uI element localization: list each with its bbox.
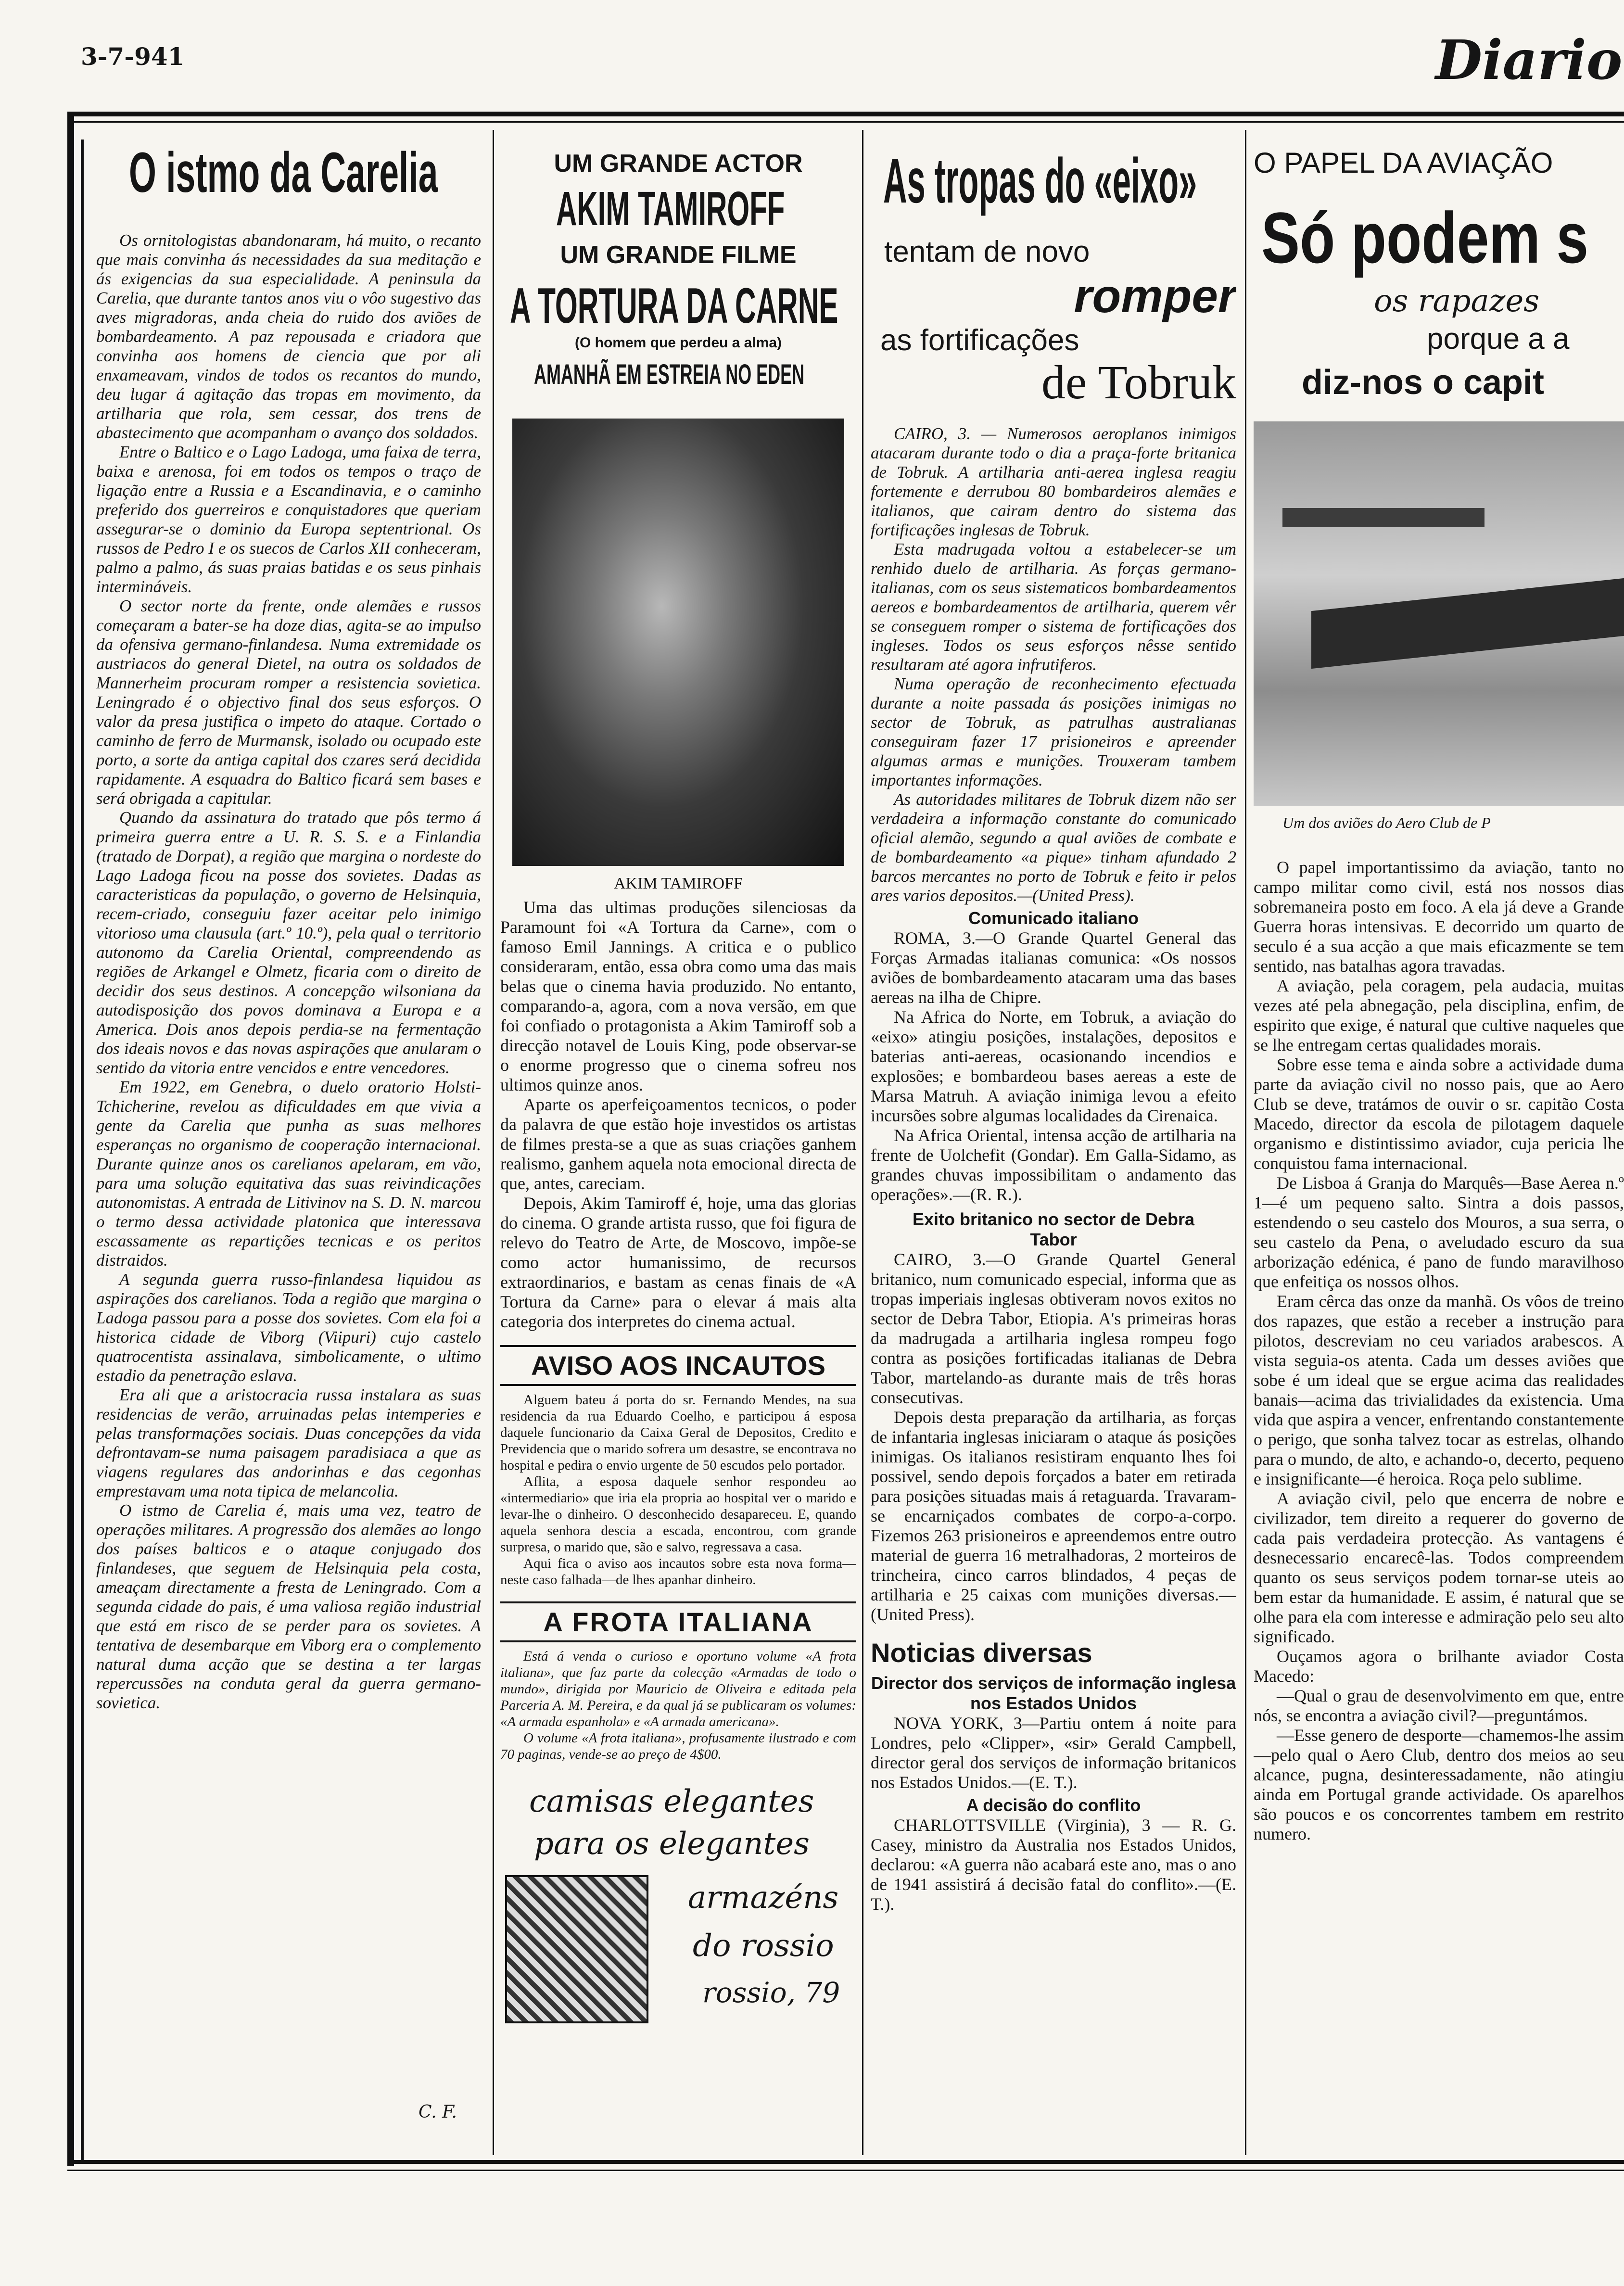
paragraph: Esta madrugada voltou a estabelecer-se um renhido duelo de artilharia. As forças germano-italianas, com os seus sistematicos bombardeamentos aereos e bombardeamentos de artilharia, querem vêr se conseguem romper o sistema de fortificações dos ingleses. Todos os seus esforços nêsse sentido resultaram até agora infrutiferos.	[871, 540, 1236, 674]
aviation-headline: Só podem s	[1261, 197, 1589, 278]
paragraph: Era ali que a aristocracia russa instalara as suas residencias de verão, arruinadas pelas intemperies e pelas transformações sociais. Duas concepções da vida defrontavam-se numa paisagem paradisiaca a que as viagens regulares das andorinhas e das cegonhas emprestavam uma nota tipica de melancolia.	[96, 1385, 481, 1500]
aviation-body	[1254, 858, 1624, 1844]
paragraph: —Esse genero de desporte—chamemos-lhe assim—pelo qual o Aero Club, dentro dos meios ao seu alcance, pugna, desinteressadamente, não atingiu ainda em Portugal grande actividade. Os aparelhos são poucos e os concorrentes tambem em restrito numero.	[1254, 1726, 1624, 1843]
film-title-wrap	[500, 269, 856, 332]
paragraph: Está á venda o curioso e oportuno volume «A frota italiana», que faz parte da colecção «Armadas de todo o mundo», dirigida por Mauricio de Oliveira e editada pela Parceria A. M. Pereira, e da qual já se publicaram os volumes: «A armada espanhola» e «A armada americana».	[500, 1649, 856, 1729]
paragraph: Alguem bateu á porta do sr. Fernando Mendes, na sua residencia da rua Eduardo Coelho, e participou á esposa daquele funcionario da Caixa Geral de Depositos, Credito e Previdencia que o marido sofrera um desastre, se encontrava no hospital e pedira o envio urgente de 50 escudos pelo portador.	[500, 1392, 856, 1473]
paragraph: Ouçamos agora o brilhante aviador Costa Macedo:	[1254, 1647, 1624, 1686]
paragraph: Quando da assinatura do tratado que pôs termo á primeira guerra entre a U. R. S. S. e a Finlandia (tratado de Dorpat), a região que margina o nordeste do Lago Ladoga ficou na posse dos sovietes. Dadas as caracteristicas da população, o governo de Helsinquia, recem-criado, conseguiu fazer aceitar pelo inimigo vitorioso uma clausula (art.º 10.º), pela qual o territorio autonomo da Carelia Oriental, compreendendo as regiões de Arkangel e Olmetz, ficaria com o direito de decidir dos seus destinos. A concepção wilsoniana da autodisposição dos povos dominava a Europa e a America. Dois anos depois perdia-se na fermentação dos ideais novos e das novas aspirações que anularam o sentido da vitoria entre vencidos e entre vencedores.	[96, 808, 481, 1077]
paragraph: De Lisboa á Granja do Marquês—Base Aerea n.º 1—é um pequeno salto. Sintra a dois passos, estendendo o seu castelo dos Mouros, a sua serra, o seu castelo da Pena, o aveludado escuro da sua arborização edénica, é pano de fundo maravilhoso que enfeitiça os nossos olhos.	[1254, 1173, 1624, 1291]
aviso-body	[500, 1392, 856, 1588]
aviation-kicker: O PAPEL DA AVIAÇÃO	[1254, 147, 1553, 179]
headline-text: O istmo da Carelia	[129, 141, 438, 204]
deck-line: romper	[1074, 269, 1236, 322]
subhead: Director dos serviços de informação inglesa nos Estados Unidos	[871, 1673, 1236, 1713]
subhead: Exito britanico no sector de Debra Tabor	[912, 1209, 1195, 1249]
paragraph: Entre o Baltico e o Lago Ladoga, uma faixa de terra, baixa e arenosa, foi em todos os tempos o traço de ligação entre a Russia e a Escandinavia, e o caminho preferido dos guerreiros e conquistadores que queriam assegurar-se o dominio da Europa septentrional. Os russos de Pedro I e os suecos de Carlos XII conheceram, palmo a palmo, ás suas praias batidas e os seus pinhais intermináveis.	[96, 443, 481, 596]
deck-line: tentam de novo	[884, 235, 1090, 268]
deck-line: as fortificações	[880, 324, 1079, 357]
paragraph: Aqui fica o aviso aos incautos sobre esta nova forma—neste caso falhada—de lhes apanhar dinheiro.	[500, 1556, 856, 1588]
left-frame-bar	[67, 112, 74, 2166]
paragraph: —Qual o grau de desenvolvimento em que, entre nós, se encontra a aviação civil?—preguntámos.	[1254, 1686, 1624, 1725]
paragraph: Eram cêrca das onze da manhã. Os vôos de treino dos rapazes, que estão a receber a instrução para pilotos, descreviam no ceu variados arabescos. A vista seguia-os atenta. Cada um desses aviões que sobe é um ideal que se ergue acima das realidades banais—acima das trivialidades da existencia. Uma vida que aspira a vencer, enfrentando constantemente o perigo, que sonha talvez tocar as estrelas, olhando para o mundo, de alto, e achando-o, decerto, pequeno e insignificante—é heroica. Roça pelo sublime.	[1254, 1292, 1624, 1488]
author-signature: C. F.	[419, 2102, 457, 2122]
left-frame-bar-inner	[81, 140, 84, 2160]
ad-line: camisas elegantes	[529, 1784, 814, 1819]
premiere-wrap	[500, 351, 856, 394]
premiere-line: AMANHÃ EM ESTREIA NO EDEN	[534, 359, 805, 390]
frota-heading	[500, 1601, 856, 1642]
photo-caption: AKIM TAMIROFF	[614, 875, 743, 892]
ad-line: rossio, 79	[702, 1976, 840, 2009]
ad-line: para os elegantes	[534, 1826, 810, 1862]
kicker-film: UM GRANDE FILME	[560, 241, 797, 269]
kicker-actor: UM GRANDE ACTOR	[554, 150, 803, 178]
paragraph: Depois, Akim Tamiroff é, hoje, uma das glorias do cinema. O grande artista russo, que foi figura de relevo do Teatro de Arte, de Moscovo, impõe-se como actor humanissimo, de recursos extraordinarios, e bastam as cenas finais de «A Tortura da Carne» para o elevar á mais alta categoria dos interpretes do cinema actual.	[500, 1194, 856, 1331]
tobruk-headline-wrap	[871, 140, 1236, 231]
actor-photo	[512, 419, 844, 866]
film-title: A TORTURA DA CARNE	[510, 278, 838, 334]
article-istmo-carelia	[96, 140, 481, 2155]
aviation-headline-wrap	[1254, 182, 1624, 279]
paragraph: Uma das ultimas produções silenciosas da Paramount foi «A Tortura da Carne», com o famoso Emil Jannings. A critica e o publico consideraram, então, essa obra como uma das mais belas que o cinema havia produzido. No entanto, comparando-a, agora, com a nova versão, em que foi confiado o protagonista a Akim Tamiroff sob a direcção notavel de Louis King, pode observar-se o enorme progresso que o cinema sofreu nos ultimos quinze anos.	[500, 898, 856, 1094]
paragraph: A aviação, pela coragem, pela audacia, muitas vezes até pela abnegação, pela disciplina, enfim, de espirito que exige, é natural que cultive naqueles que se lhe entregam certas qualidades morais.	[1254, 976, 1624, 1054]
frota-body	[500, 1648, 856, 1763]
aviso-heading	[500, 1345, 856, 1386]
paragraph: As autoridades militares de Tobruk dizem não ser verdadeira a informação constante do comunicado oficial alemão, segundo a qual aviões de combate e de bombardeamento «a pique» tinham afundado 2 barcos mercantes no porto de Tobruk e feito ir pelos ares varios depositos.—(United Press).	[871, 790, 1236, 905]
tobruk-body	[871, 424, 1236, 905]
cinema-column	[500, 140, 856, 2155]
paragraph: NOVA YORK, 3—Partiu ontem á noite para Londres, pelo «Clipper», «sir» Gerald Campbell, director geral dos serviços de informação britanicos nos Estados Unidos.—(E. T.).	[871, 1714, 1236, 1792]
paragraph: CAIRO, 3.—O Grande Quartel General britanico, num comunicado especial, informa que as tropas imperiais inglesas obtiveram novos exitos no sector de Debra Tabor, Etiopia. A's primeiras horas da madrugada a artilharia inglesa rompeu fogo contra as posições fortificadas italianas de Debra Tabor, martelando-as durante mais de três horas consecutivas.	[871, 1250, 1236, 1407]
paragraph: Na Africa do Norte, em Tobruk, a aviação do «eixo» atingiu posições, instalações, depositos e baterias anti-aereas, ocasionando incendios e explosões; e bombardeou bases aereas a este de Marsa Matruh. A aviação inimiga levou a efeito incursões sobre algumas localidades da Cirenaica.	[871, 1007, 1236, 1125]
aircraft-silhouette	[1311, 578, 1624, 669]
paragraph: Na Africa Oriental, intensa acção de artilharia na frente de Uolchefit (Gondar). Em Galla-Sidamo, as grandes chuvas impossibilitam o andamento das operações».—(R. R.).	[871, 1126, 1236, 1204]
paragraph: O papel importantissimo da aviação, tanto no campo militar como civil, está nos nossos dias sobremaneira posto em foco. A ela já deve a Grande Guerra horas intensivas. E decorrido um quarto de seculo é a sua acção a que mais eficazmente se tem sentido, nas batalhas agora travadas.	[1254, 858, 1624, 976]
aircraft-wing	[1282, 508, 1484, 527]
paragraph: A aviação civil, pelo que encerra de nobre e civilizador, tem direito a requerer do governo de cada pais verdadeira protecção. As vantagens é desnecessario encarecê-las. Todos compreendem quanto os seus serviços podem tornar-se uteis ao bem estar da humanidade. E assim, é natural que se olhe para ela com interesse e admiração pelo seu alto significado.	[1254, 1489, 1624, 1646]
actor-name-wrap	[500, 178, 856, 236]
tobruk-headline: As tropas do «eixo»	[883, 145, 1197, 216]
photo-caption: Um dos aviões do Aero Club de P	[1282, 814, 1491, 831]
deck-line: porque a a	[1427, 322, 1570, 356]
debra-tabor-body	[871, 1250, 1236, 1625]
paragraph: Sobre esse tema e ainda sobre a actividade duma parte da aviação civil no nosso pais, que ao Aero Club se deve, tratámos de ouvir o sr. capitão Costa Macedo, director da escola de pilotagem daquele organismo e distintissimo aviador, cuja pericia lhe conquistou fama internacional.	[1254, 1055, 1624, 1173]
ad-line: do rossio	[693, 1928, 834, 1964]
aviso-title: AVISO AOS INCAUTOS	[531, 1350, 825, 1381]
paragraph: Numa operação de reconhecimento efectuada durante a noite passada ás posições inimigas no sector de Tobruk, as patrulhas australianas conseguiram fazer 17 prisioneiros e apreender algumas armas e munições. Trouxeram tambem importantes informações.	[871, 674, 1236, 789]
top-rule-thin	[67, 121, 1624, 123]
deck-line: de Tobruk	[1041, 356, 1236, 409]
article-aviacao	[1254, 140, 1624, 2155]
paragraph: ROMA, 3.—O Grande Quartel General das Forças Armadas italianas comunica: «Os nossos aviões de bombardeamento atacaram uma das bases aereas na ilha de Chipre.	[871, 928, 1236, 1007]
paragraph: CHARLOTTSVILLE (Virginia), 3 — R. G. Casey, ministro da Australia nos Estados Unidos, declarou: «A guerra não acabará este ano, mas o ano de 1941 assistirá á decisão fatal do conflito».—(E. T.).	[871, 1816, 1236, 1914]
actor-name: AKIM TAMIROFF	[556, 182, 785, 236]
conflict-body	[871, 1816, 1236, 1914]
paragraph: O volume «A frota italiana», profusamente ilustrado e com 70 paginas, vende-se ao preço de 4$00.	[500, 1730, 856, 1762]
article-headline	[96, 140, 481, 212]
article-body	[96, 231, 481, 1713]
paragraph: Depois desta preparação da artilharia, as forças de infantaria inglesas iniciaram o ataque ás posições inimigas. Os italianos resistiram enquanto lhes foi possivel, sendo depois forçados a bater em retirada para posições situadas mais á retaguarda. Travaram-se encarniçados combates de corpo-a-corpo. Fizemos 263 prisioneiros e apreendemos entre outro material de guerra 16 metralhadoras, 2 morteiros de trincheira, cinco carros blindados, 4 peças de artilharia e 25 caixas com munições diversas.—(United Press).	[871, 1408, 1236, 1624]
deck-line: diz-nos o capit	[1302, 363, 1544, 402]
ad-line: armazéns	[688, 1880, 839, 1916]
shirt-illustration	[505, 1875, 648, 2023]
column-rule	[493, 130, 494, 2155]
noticias-title: Noticias diversas	[871, 1638, 1092, 1668]
cinema-body	[500, 898, 856, 1332]
subhead: Comunicado italiano	[968, 908, 1139, 928]
paragraph: A segunda guerra russo-finlandesa liquidou as aspirações dos carelianos. Toda a região que margina o Ladoga passou para a posse dos sovietes. Com ela foi a historica cidade de Viborg (Viipuri) cujo castelo quatrocentista assinalava, simbolicamente, o ultimo estadio da penetração eslava.	[96, 1270, 481, 1385]
bottom-rule	[67, 2160, 1624, 2164]
frota-title: A FROTA ITALIANA	[543, 1607, 813, 1637]
paragraph: Em 1922, em Genebra, o duelo oratorio Holsti-Tchicherine, revelou as dificuldades em que vivia a gente da Carelia que punha as suas melhores esperanças no organismo de cooperação internacional. Durante quinze anos os carelianos apelaram, em vão, para uma solução equitativa das suas reivindicações autonomistas. A entrada de Litivinov na S. D. N. marcou o termo dessa actividade platonica que interessava escassamente as repartições tecnicas e os peritos distraidos.	[96, 1078, 481, 1270]
column-rule	[1245, 130, 1246, 2155]
paragraph: Aflita, a esposa daquele senhor respondeu ao «intermediario» que iria ela propria ao hospital ver o marido e levar-lhe o dinheiro. O desconhecido desapareceu. E, quando aquela senhora descia a escada, encontrou, com grande surpresa, o marido que, são e salvo, regressava a casa.	[500, 1474, 856, 1555]
armazens-rossio-ad	[500, 1784, 856, 2024]
article-tobruk	[871, 140, 1236, 2155]
director-body	[871, 1714, 1236, 1792]
paragraph: O sector norte da frente, onde alemães e russos começaram a bater-se ha doze dias, agita-se ao impulso da ofensiva germano-finlandesa. Numa extremidade os austriacos do general Dietel, na outra os soldados de Mannerheim procuram romper a resistencia sovietica. Leningrado é o objectivo final dos seus esforços. O valor da presa justifica o impeto do ataque. Cortado o caminho de ferro de Murmansk, isolado ou ocupado este porto, a sorte da antiga capital dos czares será decidida rapidamente. A esquadra do Baltico ficará sem bases e será obrigada a capitular.	[96, 597, 481, 808]
top-rule-thick	[67, 112, 1624, 116]
paragraph: CAIRO, 3. — Numerosos aeroplanos inimigos atacaram durante todo o dia a praça-forte britanica de Tobruk. A artilharia anti-aerea inglesa reagiu fortemente e derrubou 80 bombardeiros alemães e italianos, que cairam dentro do sistema das fortificações inglesas de Tobruk.	[871, 424, 1236, 539]
column-rule	[862, 130, 863, 2155]
bottom-rule-thin	[67, 2170, 1624, 2171]
deck-line: os rapazes	[1374, 283, 1540, 319]
paragraph: O istmo de Carelia é, mais uma vez, teatro de operações militares. A progressão dos alemães ao longo dos países balticos e o ataque conjugado dos finlandeses, que seguem de Helsinquia pela costa, ameaçam directamente a fresta de Leningrado. Com a segunda cidade do pais, é uma valiosa região industrial que está em risco de se perder para os sovietes. A tentativa de desembarque em Viborg era o complemento natural duma acção que se destina a ter largas repercussões na conduta geral da guerra germano-sovietica.	[96, 1501, 481, 1712]
issue-date: 3-7-941	[81, 42, 185, 71]
paragraph: Aparte os aperfeiçoamentos tecnicos, o poder da palavra de que estão hoje investidos os artistas de filmes presta-se a que as suas criações ganhem realismo, ganhem aquela nota emocional directa de que, antes, careciam.	[500, 1095, 856, 1193]
aero-club-photo	[1254, 421, 1624, 806]
film-subtitle: (O homem que perdeu a alma)	[574, 335, 782, 351]
subhead: A decisão do conflito	[966, 1795, 1141, 1815]
paragraph: Os ornitologistas abandonaram, há muito, o recanto que mais convinha ás necessidades da sua meditação e ás exigencias da sua especialidade. A peninsula da Carelia, que durante tantos anos viu o vôo sugestivo das aves migradoras, anda cheia do ruido dos aviões de bombardeamento. A paz repousada e criadora que convinha aos homens de ciencia que por ali enxameavam, vindos de todos os recantos do mundo, deu lugar á agitação das tropas em movimento, da artilharia que rola, sem cessar, dos trens de abastecimento que acompanham o avanço dos soldados.	[96, 231, 481, 442]
newspaper-title: Diario	[1435, 29, 1623, 92]
italian-communique-body	[871, 928, 1236, 1205]
